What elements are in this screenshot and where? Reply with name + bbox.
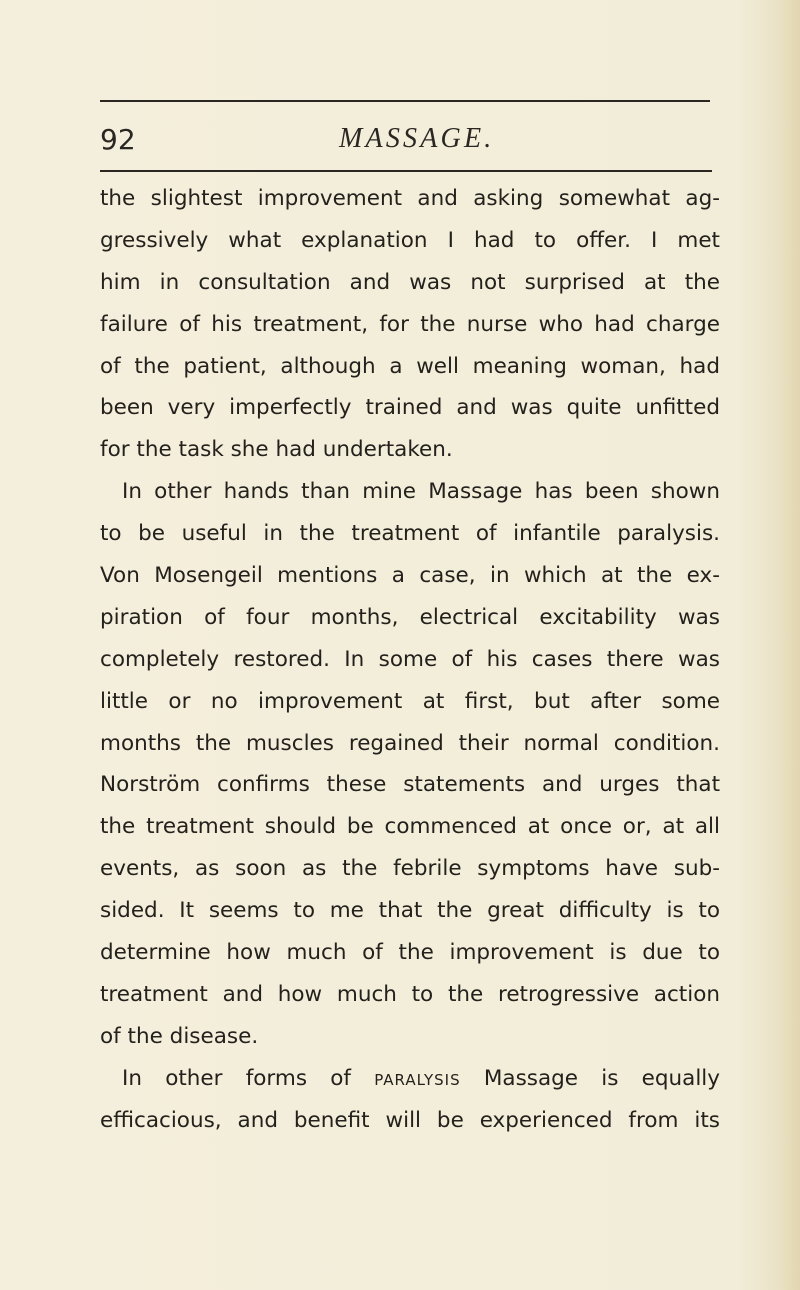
text-line: the treatment should be commenced at once or, at all (100, 814, 720, 840)
text-line: gressively what explanation I had to offer. I met (100, 227, 720, 253)
header-top-rule (100, 100, 710, 102)
text-line: treatment and how much to the retrogressive action (100, 981, 720, 1007)
text-line: months the muscles regained their normal condition. (100, 730, 720, 756)
text-line: In other hands than mine Massage has been shown (122, 479, 720, 505)
text-line: been very imperfectly trained and was quite unfitted (100, 395, 720, 421)
text-line: of the disease. (100, 1023, 259, 1049)
text-line: little or no improvement at first, but after some (100, 688, 720, 714)
text-line: of the patient, although a well meaning woman, had (100, 353, 720, 379)
text-line: him in consultation and was not surprised at the (100, 269, 720, 295)
text-line: piration of four months, electrical excitability was (100, 604, 720, 630)
small-caps-term: paralysis (374, 1065, 461, 1091)
text-line: determine how much of the improvement is due to (100, 940, 720, 966)
text-line (100, 1058, 720, 1100)
text-line: Norström confirms these statements and urges that (100, 772, 720, 798)
text-segment: Massage is equally (460, 1065, 720, 1091)
text-line: the slightest improvement and asking somewhat ag- (100, 186, 720, 211)
text-line: events, as soon as the febrile symptoms have sub- (100, 856, 720, 882)
text-line: to be useful in the treatment of infantile paralysis. (100, 521, 720, 547)
text-segment: In other forms of (122, 1065, 375, 1091)
text-line: for the task she had undertaken. (100, 437, 453, 463)
header-bottom-rule (100, 170, 712, 172)
text-line: sided. It seems to me that the great difficulty is to (100, 898, 720, 924)
body-text (100, 178, 720, 1141)
text-line: completely restored. In some of his cases there was (100, 646, 720, 672)
text-line: efficacious, and benefit will be experienced from its (100, 1107, 720, 1133)
running-head: MASSAGE. (339, 123, 495, 154)
page-number: 92 (100, 123, 136, 156)
text-line: failure of his treatment, for the nurse who had charge (100, 311, 720, 337)
text-line: Von Mosengeil mentions a case, in which at the ex- (100, 563, 720, 589)
